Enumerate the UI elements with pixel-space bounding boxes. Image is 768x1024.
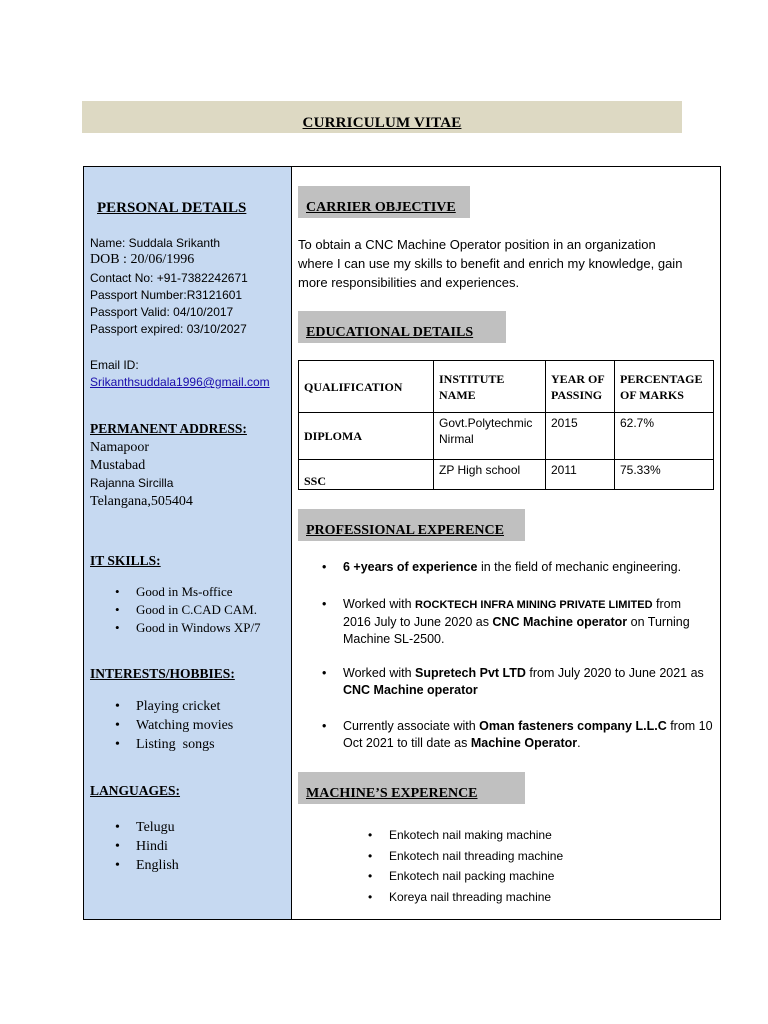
- experience-item: • Worked with ROCKTECH INFRA MINING PRIVATE LIMITED from 2016 July to June 2020 as CNC Machine operator on Turning Machine SL-2500.: [322, 597, 690, 646]
- list-item: • Telugu: [115, 820, 175, 835]
- table-cell: 2015: [546, 413, 615, 460]
- bullet-icon: •: [115, 737, 120, 752]
- table-row: [299, 460, 714, 490]
- column-header: QUALIFICATION: [299, 361, 434, 413]
- bullet-icon: •: [115, 718, 120, 733]
- table-cell: Govt.Polytechmic Nirmal: [434, 413, 546, 460]
- interests-heading: INTERESTS/HOBBIES:: [90, 666, 235, 681]
- experience-heading-bar: [298, 509, 525, 541]
- machines-list: [368, 825, 564, 907]
- address-line: Mustabad: [90, 458, 146, 473]
- bullet-icon: •: [322, 719, 327, 733]
- table-row: [299, 413, 714, 460]
- title-bar: [82, 101, 682, 133]
- experience-item: • Worked with Supretech Pvt LTD from July 2020 to June 2021 as CNC Machine operator: [322, 666, 704, 697]
- experience-item: • 6 +years of experience in the field of mechanic engineering.: [322, 560, 682, 574]
- objective-line: To obtain a CNC Machine Operator position in an organization: [298, 237, 656, 252]
- list-item: • Good in C.CAD CAM.: [115, 602, 257, 617]
- email-label: Email ID:: [90, 358, 139, 372]
- list-item: • Watching movies: [115, 718, 234, 733]
- bullet-icon: •: [115, 602, 120, 617]
- table-cell: ZP High school: [434, 460, 546, 490]
- list-item: • Listing songs: [115, 737, 215, 752]
- address-line: Namapoor: [90, 440, 150, 455]
- table-cell: SSC: [299, 460, 434, 490]
- experience-list: [322, 596, 690, 648]
- bullet-icon: •: [115, 699, 120, 714]
- personal-dob: DOB : 20/06/1996: [90, 252, 195, 267]
- bullet-icon: •: [115, 584, 120, 599]
- table-cell: 75.33%: [615, 460, 714, 490]
- table-header-row: [299, 361, 714, 413]
- personal-passport-valid: Passport Valid: 04/10/2017: [90, 305, 234, 319]
- experience-list: [322, 665, 704, 699]
- education-heading-bar: [298, 311, 506, 343]
- table-cell: 62.7%: [615, 413, 714, 460]
- languages-heading: LANGUAGES:: [90, 783, 181, 798]
- experience-item: • Currently associate with Oman fasteners company L.L.C from 10 Oct 2021 to till date as Machine Operator.: [322, 719, 713, 750]
- right-column: [292, 167, 720, 919]
- bullet-icon: •: [115, 820, 120, 835]
- experience-list: [322, 718, 713, 752]
- languages-list: [115, 818, 179, 875]
- bullet-icon: •: [115, 858, 120, 873]
- column-header: INSTITUTE NAME: [434, 361, 546, 413]
- email-link[interactable]: Srikanthsuddala1996@gmail.com: [90, 375, 270, 389]
- list-item: • Enkotech nail making machine: [389, 825, 563, 846]
- machines-heading-bar: [298, 772, 525, 804]
- education-table: [298, 360, 714, 490]
- list-item: • Playing cricket: [115, 699, 221, 714]
- list-item: • Koreya nail threading machine: [389, 887, 563, 908]
- bullet-icon: •: [115, 839, 120, 854]
- list-item: • Good in Ms-office: [115, 584, 233, 599]
- machines-heading: MACHINE’S EXPERENCE: [306, 786, 478, 801]
- it-skills-list: [115, 583, 261, 637]
- interests-list: [115, 697, 234, 754]
- personal-details-heading: PERSONAL DETAILS: [97, 200, 247, 216]
- it-skills-heading: IT SKILLS:: [90, 553, 161, 568]
- objective-heading: CARRIER OBJECTIVE: [306, 200, 456, 215]
- bullet-icon: •: [368, 828, 373, 842]
- bullet-icon: •: [368, 869, 373, 883]
- education-heading: EDUCATIONAL DETAILS: [306, 325, 474, 340]
- bullet-icon: •: [368, 889, 373, 904]
- table-cell: DIPLOMA: [299, 413, 434, 460]
- bullet-icon: •: [322, 666, 327, 680]
- objective-line: more responsibilities and experiences.: [298, 275, 520, 290]
- column-header: YEAR OF PASSING: [546, 361, 615, 413]
- personal-passport-number: Passport Number:R3121601: [90, 288, 243, 302]
- personal-name: Name: Suddala Srikanth: [90, 236, 221, 250]
- objective-line: where I can use my skills to benefit and enrich my knowledge, gain: [298, 256, 683, 271]
- experience-list: [322, 559, 682, 576]
- address-line: Telangana,505404: [90, 494, 193, 509]
- bullet-icon: •: [115, 620, 120, 635]
- personal-contact: Contact No: +91-7382242671: [90, 271, 248, 285]
- resume-frame: [83, 166, 721, 920]
- column-header: PERCENTAGE OF MARKS: [615, 361, 714, 413]
- personal-passport-expired: Passport expired: 03/10/2027: [90, 322, 247, 336]
- address-heading: PERMANENT ADDRESS:: [90, 421, 247, 436]
- list-item: • Enkotech nail threading machine: [389, 846, 563, 867]
- list-item: • Enkotech nail packing machine: [389, 866, 563, 887]
- document-title: CURRICULUM VITAE: [302, 115, 462, 131]
- list-item: • Good in Windows XP/7: [115, 620, 261, 635]
- objective-heading-bar: [298, 186, 470, 218]
- list-item: • English: [115, 858, 179, 873]
- table-cell: 2011: [546, 460, 615, 490]
- bullet-icon: •: [322, 560, 327, 574]
- address-line: Rajanna Sircilla: [90, 476, 174, 490]
- list-item: • Hindi: [115, 839, 168, 854]
- experience-heading: PROFESSIONAL EXPERENCE: [306, 523, 504, 538]
- bullet-icon: •: [368, 848, 373, 863]
- left-column: [84, 167, 292, 919]
- bullet-icon: •: [322, 597, 327, 611]
